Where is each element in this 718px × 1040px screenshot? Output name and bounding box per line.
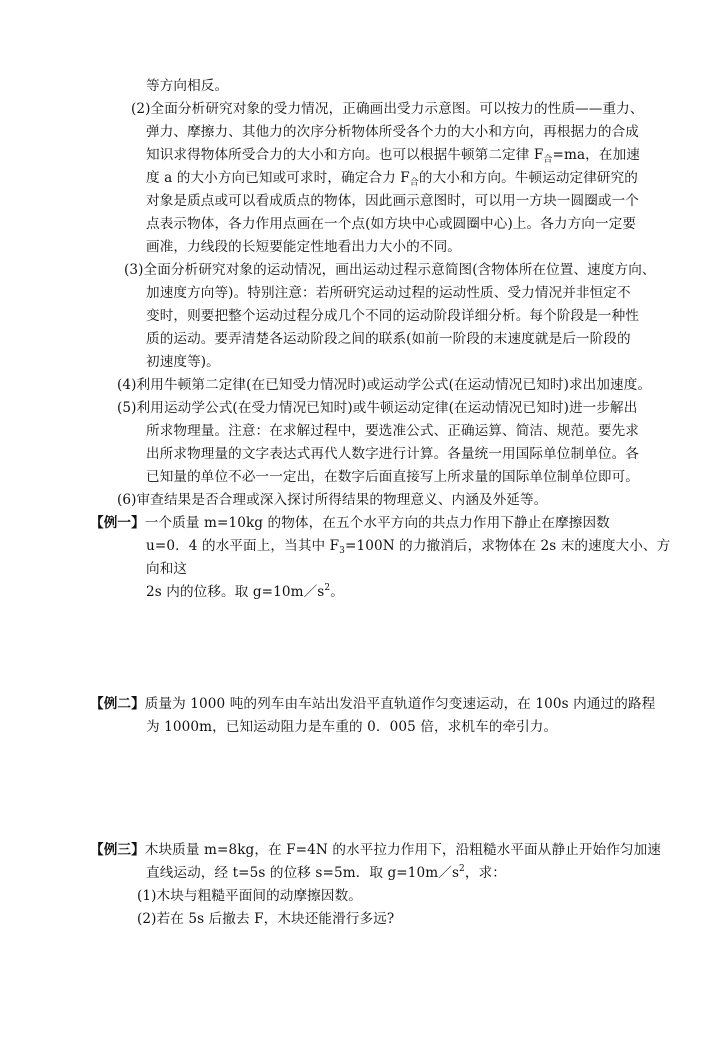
step-5-line-2: 所求物理量。注意：在求解过程中，要选准公式、正确运算、简洁、规范。要先求	[146, 423, 639, 439]
step-5-line-4: 已知量的单位不必一一定出，在数字后面直接写上所求量的国际单位制单位即可。	[146, 469, 639, 485]
step-2-line-5: 对象是质点或可以看成质点的物体，因此画示意图时，可以用一方块一圆圈或一个	[146, 193, 639, 209]
example-3-line-2	[146, 863, 506, 883]
step-2-line-3-text: 知识求得物体所受合力的大小和方向。也可以根据牛顿第二定律 $F_合=ma$，在加速	[146, 147, 640, 165]
step-2-line-3	[146, 145, 640, 165]
example-3-superscript: 2	[459, 864, 465, 874]
example-3-text-1: 木块质量 m=8kg，在 F=4N 的水平拉力作用下，沿粗糙水平面从静止开始作匀加速	[144, 842, 661, 858]
step-1-tail: 等方向相反。	[146, 78, 229, 94]
example-1-text-2a: u=0．4 的水平面上，当其中 F	[146, 538, 340, 554]
example-1-line-3: 向和这	[146, 561, 188, 577]
example-1-line-4	[146, 582, 344, 602]
example-1-label: 【例一】	[90, 515, 145, 531]
example-1-line-2	[146, 536, 670, 556]
example-2-line-1	[90, 694, 655, 714]
example-1-text-4a: 2s 内的位移。取 g=10m／s	[146, 584, 325, 600]
example-1-text-1: 一个质量 m=10kg 的物体，在五个水平方向的共点力作用下静止在摩擦因数	[144, 515, 610, 531]
step-2-line-7: 画准，力线段的长短要能定性地看出力大小的不同。	[146, 239, 461, 255]
step-2-line-4-text: 度 a 的大小方向已知或可求时，确定合力 $F_合$的大小和方向。牛顿运动定律研究的	[146, 170, 639, 188]
step-3-line-5: 初速度等)。	[146, 354, 220, 370]
step-2-line-1: (2)全面分析研究对象的受力情况，正确画出受力示意图。可以按力的性质——重力、	[131, 101, 644, 117]
example-3-text-2b: ，求：	[464, 865, 506, 881]
step-2-line-2: 弹力、摩擦力、其他力的次序分析物体所受各个力的大小和方向，再根据力的合成	[146, 124, 639, 140]
example-1-text-4b: 。	[330, 584, 344, 600]
example-1-subscript: 3	[339, 546, 345, 556]
step-4-line-1: (4)利用牛顿第二定律(在已知受力情况时)或运动学公式(在运动情况已知时)求出加速度。	[117, 377, 652, 393]
step-2-line-4	[146, 168, 638, 188]
step-3-line-4: 质的运动。要弄清楚各运动阶段之间的联系(如前一阶段的末速度就是后一阶段的	[146, 331, 631, 347]
example-1-text-2b: =100N 的力撤消后，求物体在 2s 末的速度大小、方	[344, 538, 671, 554]
step-5-line-1: (5)利用运动学公式(在受力情况已知时)或牛顿运动定律(在运动情况已知时)进一步解出	[117, 400, 638, 416]
example-3-label: 【例三】	[90, 842, 145, 858]
example-2-line-2: 为 1000m，已知运动阻力是车重的 0．005 倍，求机车的牵引力。	[146, 719, 558, 735]
step-5-line-3: 出所求物理量的文字表达式再代人数字进行计算。各量统一用国际单位制单位。各	[146, 446, 639, 462]
example-3-line-1	[90, 840, 661, 860]
example-1-superscript: 2	[324, 583, 331, 593]
step-3-line-1: (3)全面分析研究对象的运动情况，画出运动过程示意简图(含物体所在位置、速度方向、	[124, 262, 656, 278]
example-3-question-2: (2)若在 5s 后撤去 F，木块还能滑行多远?	[137, 911, 395, 927]
step-2-line-6: 点表示物体，各力作用点画在一个点(如方块中心或圆圈中心)上。各力方向一定要	[146, 216, 637, 232]
example-2-label: 【例二】	[90, 696, 145, 712]
example-1-line-1	[90, 513, 610, 533]
example-3-text-2a: 直线运动，经 t=5s 的位移 s=5m．取 g=10m／s	[146, 865, 460, 881]
example-2-text-1: 质量为 1000 吨的列车由车站出发沿平直轨道作匀变速运动，在 100s 内通过的路程	[144, 696, 656, 712]
step-6-line-1: (6)审查结果是否合理或深入探讨所得结果的物理意义、内涵及外延等。	[117, 492, 548, 508]
step-3-line-3: 变时，则要把整个运动过程分成几个不同的运动阶段详细分析。每个阶段是一种性	[146, 308, 639, 324]
step-3-line-2: 加速度方向等)。特别注意：若所研究运动过程的运动性质、受力情况并非恒定不	[146, 285, 631, 301]
example-3-question-1: (1)木块与粗糙平面间的动摩擦因数。	[137, 888, 362, 904]
